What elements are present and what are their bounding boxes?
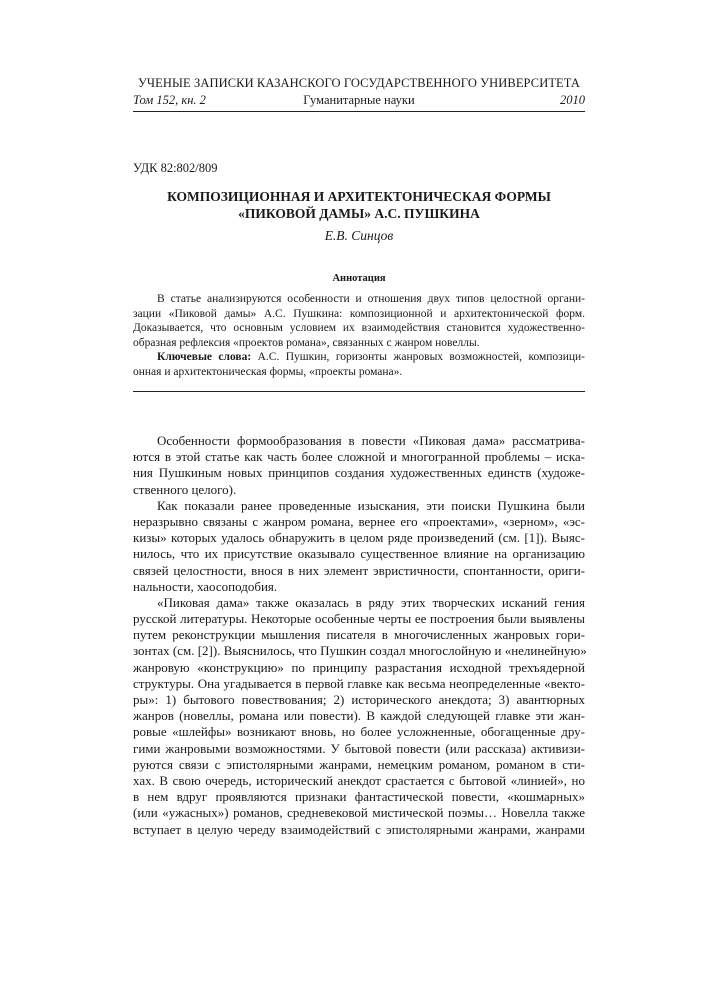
body-line: Особенности формообразования в повести «Пиковая дама» рассматрива- [157,433,585,448]
abstract-line: Доказывается, что основным условием их взаимодействия становится художественно- [133,322,585,334]
body-line: руются связи с эпистолярными жанрами, немецким романом, романом в сти- [133,756,585,772]
body-line: «Пиковая дама» также оказалась в ряду этих творческих исканий гения [157,594,585,610]
section-divider [133,391,585,392]
body-line: жанровую «конструкцию» по принципу разрастания исходной трехъядерной [133,659,585,675]
keywords-line [133,350,585,365]
article-body [133,433,585,838]
body-line: русской литературы. Некоторые особенные черты ее построения были выявлены [133,611,585,627]
body-line: неразрывно связаны с жанром романа, вернее его «проектами», «зерном», «эс- [133,513,585,529]
body-line: (или «ужасных») романов, средневековой мистической поэмы… Новелла также [133,805,585,821]
abstract-line: зации «Пиковой дамы» А.С. Пушкина: композиционной и архитектонической форм. [133,307,585,320]
body-line: ются в этой статье как часть более сложной и многогранной проблемы – иска- [133,449,585,465]
body-line: вступает в целую череду взаимодействий с эпистолярными жанрами, жанрами [133,821,585,837]
body-line: ры»: 1) бытового повествования; 2) исторического анекдота; 3) авантюрных [133,692,585,707]
keywords-line: онная и архитектоническая формы, «проекты романа». [133,365,403,378]
journal-title: УЧЕНЫЕ ЗАПИСКИ КАЗАНСКОГО ГОСУДАРСТВЕННОГО УНИВЕРСИТЕТА [137,76,581,90]
article-title-line: КОМПОЗИЦИОННАЯ И АРХИТЕКТОНИЧЕСКАЯ ФОРМЫ [167,189,551,204]
publication-year: 2010 [560,93,585,107]
body-line: в нем вдруг проявляются признаки фантастической повести, «кошмарных» [133,789,585,805]
author-name: Е.В. Синцов [324,228,394,243]
body-line: хах. В свою очередь, исторический анекдот срастается с бытовой «линией», но [133,772,585,788]
body-line: Как показали ранее проведенные изыскания, эти поиски Пушкина были [157,497,585,513]
series-name: Гуманитарные науки [303,93,415,107]
body-line: ственного целого). [133,481,237,497]
body-line: нилось, что их присутствие оказывало существенное влияние на организацию [133,546,585,562]
article-title-line: «ПИКОВОЙ ДАМЫ» А.С. ПУШКИНА [238,205,480,221]
body-line: жанров (новеллы, романа или повести). В каждой следующей главке эти жан- [133,708,585,724]
body-line: гими жанровыми возможностями. У бытовой повести (или рассказа) активизи- [133,740,585,756]
body-line: кизы» которых удалось обнаружить в целом ряде произведений (см. [1]). Выяс- [133,530,585,546]
body-line: связей целостности, внося в них элемент эвристичности, спонтанности, ориги- [133,562,585,578]
body-line: зонтах (см. [2]). Выяснилось, что Пушкин создал многослойную и «нелинейную» [133,643,587,659]
volume-info: Том 152, кн. 2 [133,93,206,107]
abstract-line: В статье анализируются особенности и отношения двух типов целостной органи- [157,293,585,305]
body-line: ния Пушкиным новых принципов создания художественных единств (художе- [133,465,585,481]
abstract-heading: Аннотация [332,273,386,284]
issue-info-row [133,92,585,112]
udk-code: УДК 82:802/809 [133,161,218,175]
article-title [133,189,585,222]
abstract [133,292,585,379]
body-line: нальности, хаосоподобия. [133,578,278,594]
body-line: ровые «шлейфы» возникают вновь, но более усложненные, обогащенные дру- [133,724,585,740]
keywords-label: Ключевые слова: [157,351,252,363]
body-line: структуры. Она угадывается в первой главке как весьма неопределенные «векто- [133,675,585,691]
abstract-line: образная рефлексия «проектов романа», связанных с жанром новеллы. [133,336,480,349]
body-line: путем реконструкции мышления писателя в многочисленных жанровых гори- [133,627,585,643]
keywords-text: А.С. Пушкин, горизонты жанровых возможностей, композици- [251,351,585,363]
